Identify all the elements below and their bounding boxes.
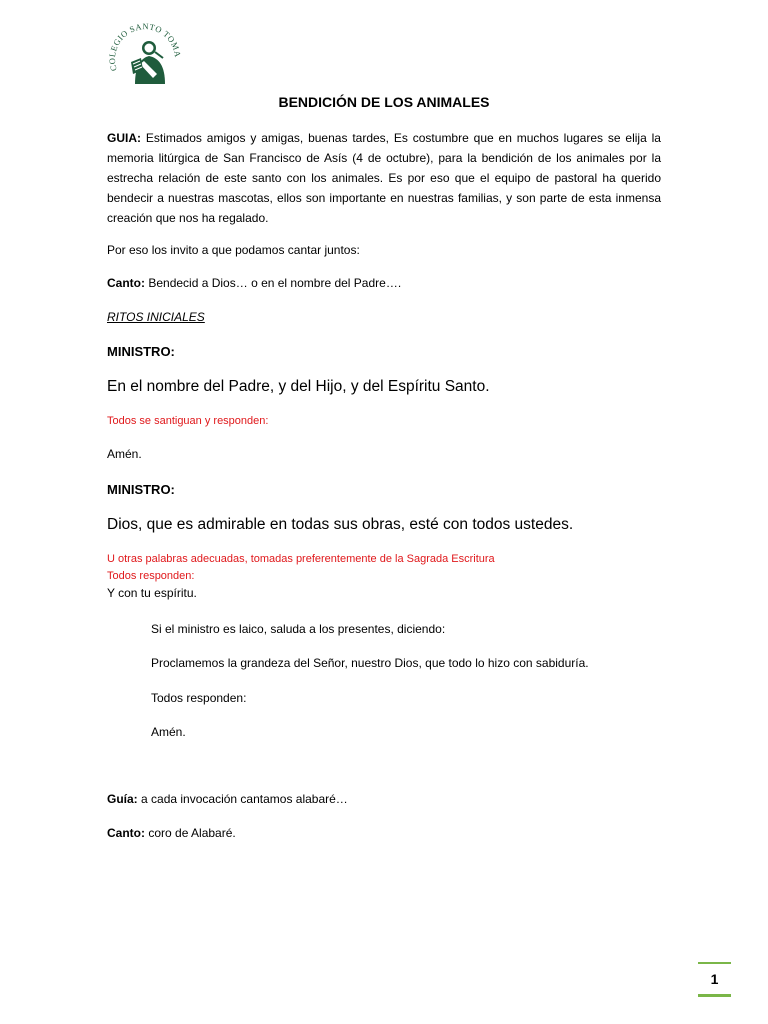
guia-line (107, 792, 348, 806)
intro-paragraph (107, 128, 661, 228)
sign-of-cross: En el nombre del Padre, y del Hijo, y del Espíritu Santo. (107, 378, 490, 395)
todos-responden-line: Todos responden: (151, 691, 247, 705)
rubric-santiguan: Todos se santiguan y responden: (107, 415, 269, 427)
invite-line: Por eso los invito a que podamos cantar juntos: (107, 243, 360, 257)
laico-line: Si el ministro es laico, saluda a los presentes, diciendo: (151, 622, 446, 636)
document-title: BENDICIÓN DE LOS ANIMALES (278, 94, 490, 110)
canto-label-1: Canto: (107, 276, 145, 290)
canto-line-2 (107, 826, 236, 840)
greeting-line: Dios, que es admirable en todas sus obras, esté con todos ustedes. (107, 516, 574, 533)
canto-text-1: Bendecid a Dios… o en el nombre del Padre…. (148, 276, 402, 290)
amen-response-2: Amén. (151, 725, 186, 739)
proclamemos-line: Proclamemos la grandeza del Señor, nuestro Dios, que todo lo hizo con sabiduría. (151, 656, 589, 670)
ministro-heading-1: MINISTRO: (107, 344, 175, 359)
rubric-palabras: U otras palabras adecuadas, tomadas preferentemente de la Sagrada Escritura (107, 553, 495, 565)
canto-line-1 (107, 276, 401, 290)
response-espiritu: Y con tu espíritu. (107, 586, 197, 600)
guia-text: a cada invocación cantamos alabaré… (141, 792, 348, 806)
page-number: 1 (698, 962, 731, 997)
logo-text: COLEGIO SANTO TOMA (107, 21, 183, 73)
canto-text-2: coro de Alabaré. (148, 826, 236, 840)
guia-label: Guía: (107, 792, 138, 806)
intro-label: GUIA: (107, 131, 141, 145)
crest-image (107, 18, 183, 90)
rubric-todos: Todos responden: (107, 570, 195, 582)
ministro-heading-2: MINISTRO: (107, 482, 175, 497)
school-logo (107, 18, 183, 90)
canto-label-2: Canto: (107, 826, 145, 840)
ritos-heading: RITOS INICIALES (107, 310, 205, 324)
intro-text: Estimados amigos y amigas, buenas tardes, Es costumbre que en muchos lugares se elija la memoria litúrgica de San Francisco de Asís (4 de octubre), para la bendición de los animales por la estrecha relación de este santo con los animales. Es por eso que el equipo de pastoral ha querido bendecir a nuestras mascotas, ellos son importante en nuestras familias, y son parte de esta inmensa creación que nos ha regalado. (107, 131, 661, 225)
amen-response-1: Amén. (107, 447, 142, 461)
